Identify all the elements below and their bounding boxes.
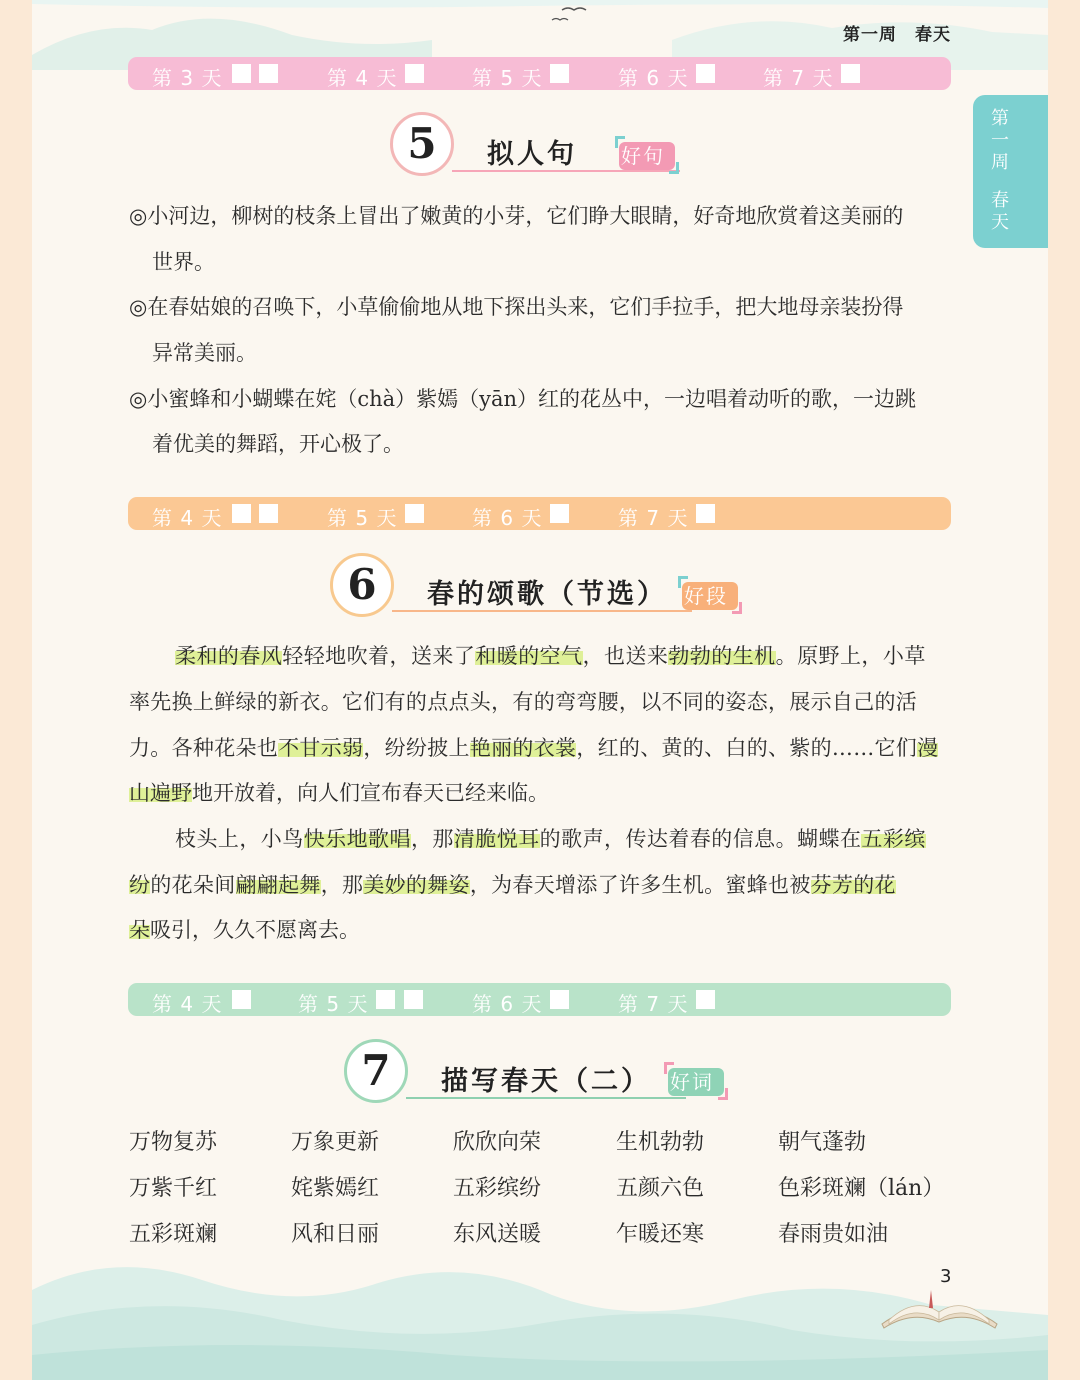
vocab-word: 风和日丽	[291, 1222, 380, 1247]
vocab-word: 万物复苏	[129, 1130, 218, 1155]
sentence-line: ◎在春姑娘的召唤下，小草偷偷地从地下探出头来，它们手拉手，把大地母亲装扮得	[129, 295, 904, 319]
section-title: 描写春天（二）	[441, 1066, 651, 1097]
checkbox[interactable]	[550, 504, 569, 523]
section-heading	[390, 108, 690, 188]
day-label: 第 5 天	[472, 66, 543, 90]
paragraph-line: 朵吸引，久久不愿离去。	[129, 918, 360, 942]
day-label: 第 4 天	[152, 506, 223, 530]
sentence-line: ◎小河边，柳树的枝条上冒出了嫩黄的小芽，它们睁大眼睛，好奇地欣赏着这美丽的	[129, 204, 904, 228]
day-progress-bar	[128, 57, 951, 90]
section-number: 7	[344, 1039, 408, 1103]
side-tab-char: 一	[991, 130, 1009, 151]
sentence-line: 异常美丽。	[152, 341, 257, 365]
checkbox[interactable]	[405, 64, 424, 83]
highlight: 清脆悦耳	[453, 827, 540, 851]
highlight: 不甘示弱	[278, 736, 364, 760]
section-title: 春的颂歌（节选）	[427, 579, 667, 610]
highlight: 美妙的舞姿	[363, 873, 470, 897]
day-label: 第 6 天	[618, 66, 689, 90]
day-label: 第 6 天	[472, 992, 543, 1016]
title-underline	[406, 1097, 686, 1099]
highlight: 和暖的空气	[475, 644, 583, 668]
checkbox[interactable]	[405, 504, 424, 523]
highlight: 快乐地歌唱	[303, 827, 411, 851]
vocab-word: 欣欣向荣	[453, 1130, 542, 1155]
page	[32, 0, 1048, 1380]
section-title: 拟人句	[487, 139, 577, 170]
day-label: 第 7 天	[618, 506, 689, 530]
sentence-line: 世界。	[152, 250, 215, 274]
sentence-line: 着优美的舞蹈，开心极了。	[152, 432, 404, 456]
highlight: 芬芳的花	[810, 873, 896, 897]
day-label: 第 3 天	[152, 66, 223, 90]
day-progress-bar	[128, 983, 951, 1016]
side-tab-char: 天	[991, 212, 1009, 233]
badge	[678, 576, 742, 614]
badge-label: 好词	[670, 1070, 714, 1094]
vocab-word: 姹紫嫣红	[291, 1176, 380, 1201]
day-label: 第 6 天	[472, 506, 543, 530]
bird-icon	[562, 8, 586, 10]
checkbox[interactable]	[696, 64, 715, 83]
checkbox[interactable]	[404, 990, 423, 1009]
section-heading	[330, 550, 750, 630]
checkbox[interactable]	[259, 504, 278, 523]
vocab-word: 五彩缤纷	[453, 1176, 542, 1201]
bird-icon	[552, 19, 568, 21]
open-book-icon	[877, 1282, 1002, 1332]
sentence-line: ◎小蜜蜂和小蝴蝶在姹（chà）紫嫣（yān）红的花丛中，一边唱着动听的歌，一边跳	[129, 387, 917, 411]
day-label: 第 5 天	[298, 992, 369, 1016]
vocab-word: 生机勃勃	[616, 1130, 705, 1155]
checkbox[interactable]	[259, 64, 278, 83]
paragraph-line: 枝头上，小鸟快乐地歌唱，那清脆悦耳的歌声，传达着春的信息。蝴蝶在五彩缤	[175, 827, 926, 851]
highlight: 翩翩起舞	[235, 873, 321, 897]
day-label: 第 4 天	[327, 66, 398, 90]
checkbox[interactable]	[232, 64, 251, 83]
checkbox[interactable]	[232, 990, 251, 1009]
day-label: 第 4 天	[152, 992, 223, 1016]
vocab-word: 东风送暖	[453, 1222, 542, 1247]
header-title: 第一周 春天	[843, 25, 951, 45]
checkbox[interactable]	[232, 504, 251, 523]
paragraph-line: 率先换上鲜绿的新衣。它们有的点点头，有的弯弯腰，以不同的姿态，展示自己的活	[129, 690, 918, 714]
checkbox[interactable]	[841, 64, 860, 83]
section-number: 5	[390, 112, 454, 176]
badge-label: 好句	[621, 144, 665, 168]
page-number: 3	[940, 1266, 952, 1287]
badge	[615, 136, 679, 174]
paragraph-line: 山遍野地开放着，向人们宣布春天已经来临。	[129, 781, 549, 805]
side-tab[interactable]	[973, 95, 1048, 248]
side-tab-char: 第	[991, 108, 1009, 129]
vocab-word: 五颜六色	[616, 1176, 705, 1201]
highlight: 勃勃的生机	[668, 644, 776, 668]
checkbox[interactable]	[376, 990, 395, 1009]
highlight: 朵	[129, 918, 150, 942]
highlight: 五彩缤	[861, 827, 926, 851]
highlight: 漫	[917, 736, 939, 760]
vocab-word: 五彩斑斓	[129, 1222, 218, 1247]
badge-label: 好段	[684, 584, 728, 608]
highlight: 艳丽的衣裳	[469, 736, 577, 760]
checkbox[interactable]	[550, 64, 569, 83]
side-tab-char: 周	[991, 152, 1009, 173]
highlight: 山遍野	[129, 781, 192, 805]
badge	[664, 1062, 728, 1100]
paragraph-line: 力。各种花朵也不甘示弱，纷纷披上艳丽的衣裳，红的、黄的、白的、紫的……它们漫	[129, 736, 939, 760]
title-underline	[392, 610, 692, 612]
vocab-word: 万象更新	[291, 1130, 380, 1155]
checkbox[interactable]	[696, 504, 715, 523]
section-number: 6	[330, 553, 394, 617]
section-heading	[344, 1036, 744, 1116]
vocab-word: 朝气蓬勃	[778, 1130, 867, 1155]
day-label: 第 7 天	[763, 66, 834, 90]
checkbox[interactable]	[696, 990, 715, 1009]
day-progress-bar	[128, 497, 951, 530]
day-label: 第 7 天	[618, 992, 689, 1016]
paragraph-line: 柔和的春风轻轻地吹着，送来了和暖的空气，也送来勃勃的生机。原野上，小草	[175, 644, 926, 668]
vocab-word: 万紫千红	[129, 1176, 218, 1201]
vocab-word: 乍暖还寒	[616, 1222, 705, 1247]
paragraph-line: 纷的花朵间翩翩起舞，那美妙的舞姿，为春天增添了许多生机。蜜蜂也被芬芳的花	[129, 873, 896, 897]
day-label: 第 5 天	[327, 506, 398, 530]
vocab-word: 春雨贵如油	[778, 1222, 889, 1247]
highlight: 柔和的春风	[175, 644, 283, 668]
checkbox[interactable]	[550, 990, 569, 1009]
vocab-word: 色彩斑斓（lán）	[778, 1176, 945, 1201]
side-tab-char: 春	[991, 190, 1009, 211]
highlight: 纷	[129, 873, 151, 897]
